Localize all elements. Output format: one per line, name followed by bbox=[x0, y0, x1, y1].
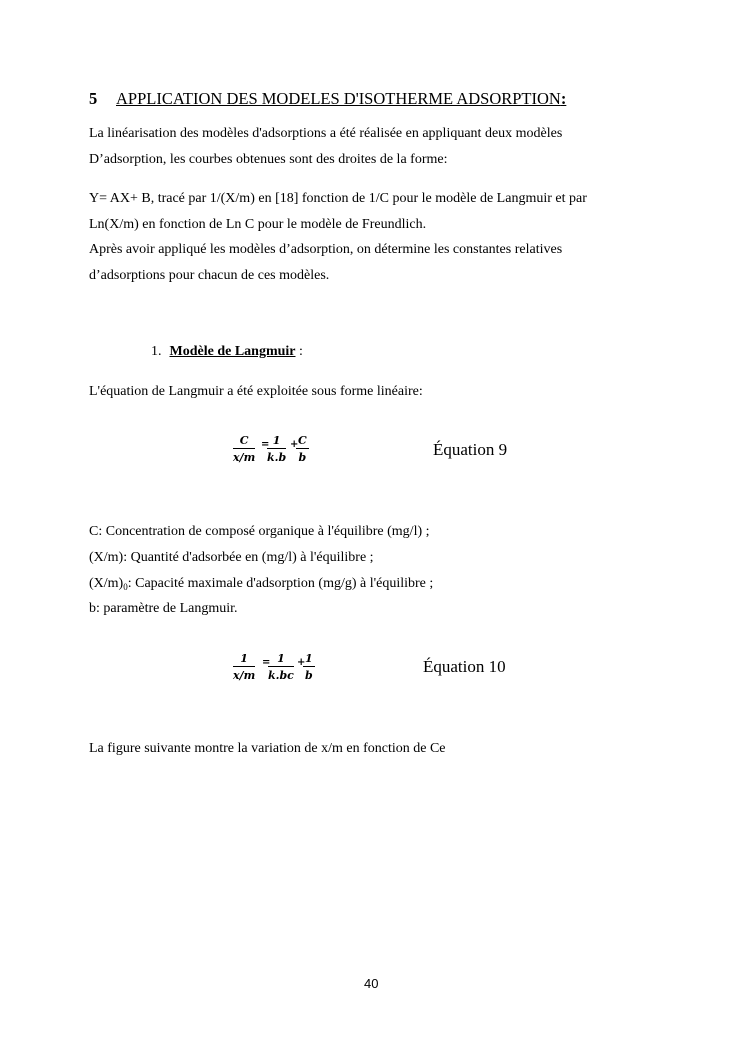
subsection-number: 1. bbox=[151, 344, 162, 359]
eq10-fraction-1: $\frac{1}{x/m}$ bbox=[233, 652, 256, 682]
intro-line-6: d’adsorptions pour chacun de ces modèles. bbox=[89, 268, 330, 283]
eq9-fraction-3: $\frac{C}{b}$ bbox=[298, 434, 307, 464]
intro-line-2: D’adsorption, les courbes obtenues sont des droites de la forme: bbox=[89, 152, 448, 167]
section-title: APPLICATION DES MODELES D'ISOTHERME ADSORPTION bbox=[116, 89, 561, 108]
eq10-plus: + bbox=[297, 657, 306, 668]
section-colon: : bbox=[560, 89, 567, 108]
eq10-equals: = bbox=[262, 657, 271, 668]
subsection-heading bbox=[151, 344, 303, 360]
intro-line-3: Y= AX+ B, tracé par 1/(X/m) en [18] fonction de 1/C pour le modèle de Langmuir et par bbox=[89, 191, 587, 206]
eq9-fraction-1: $\frac{C}{x/m}$ bbox=[233, 434, 256, 464]
eq9-plus: + bbox=[290, 439, 299, 450]
equation-10-label: Équation 10 bbox=[423, 657, 506, 676]
intro-line-5: Après avoir appliqué les modèles d’adsorption, on détermine les constantes relatives bbox=[89, 242, 563, 257]
definition-xm: (X/m): Quantité d'adsorbée en (mg/l) à l'équilibre ; bbox=[89, 550, 374, 565]
section-heading bbox=[89, 89, 566, 109]
figure-intro: La figure suivante montre la variation de x/m en fonction de Ce bbox=[89, 741, 446, 756]
definition-xm0: $(X/m)_0$: Capacité maximale d'adsorption (mg/g) à l'équilibre ; bbox=[89, 576, 434, 592]
definition-c: C: Concentration de composé organique à l'équilibre (mg/l) ; bbox=[89, 524, 430, 539]
langmuir-intro: L'équation de Langmuir a été exploitée sous forme linéaire: bbox=[89, 384, 423, 399]
equation-9-label: Équation 9 bbox=[433, 440, 508, 459]
intro-line-1: La linéarisation des modèles d'adsorptions a été réalisée en appliquant deux modèles bbox=[89, 126, 563, 141]
intro-line-4: Ln(X/m) en fonction de Ln C pour le modèle de Freundlich. bbox=[89, 217, 427, 232]
page-number: 40 bbox=[364, 976, 379, 991]
eq10-fraction-3: $\frac{1}{b}$ bbox=[304, 652, 313, 682]
definition-b: b: paramètre de Langmuir. bbox=[89, 601, 238, 616]
section-number: 5 bbox=[89, 89, 98, 108]
eq9-fraction-2: $\frac{1}{k.b}$ bbox=[267, 434, 287, 464]
subsection-suffix: : bbox=[295, 344, 303, 359]
eq9-equals: = bbox=[261, 439, 270, 450]
eq10-fraction-2: $\frac{1}{k.bc}$ bbox=[268, 652, 294, 682]
subsection-title: Modèle de Langmuir bbox=[169, 344, 296, 359]
